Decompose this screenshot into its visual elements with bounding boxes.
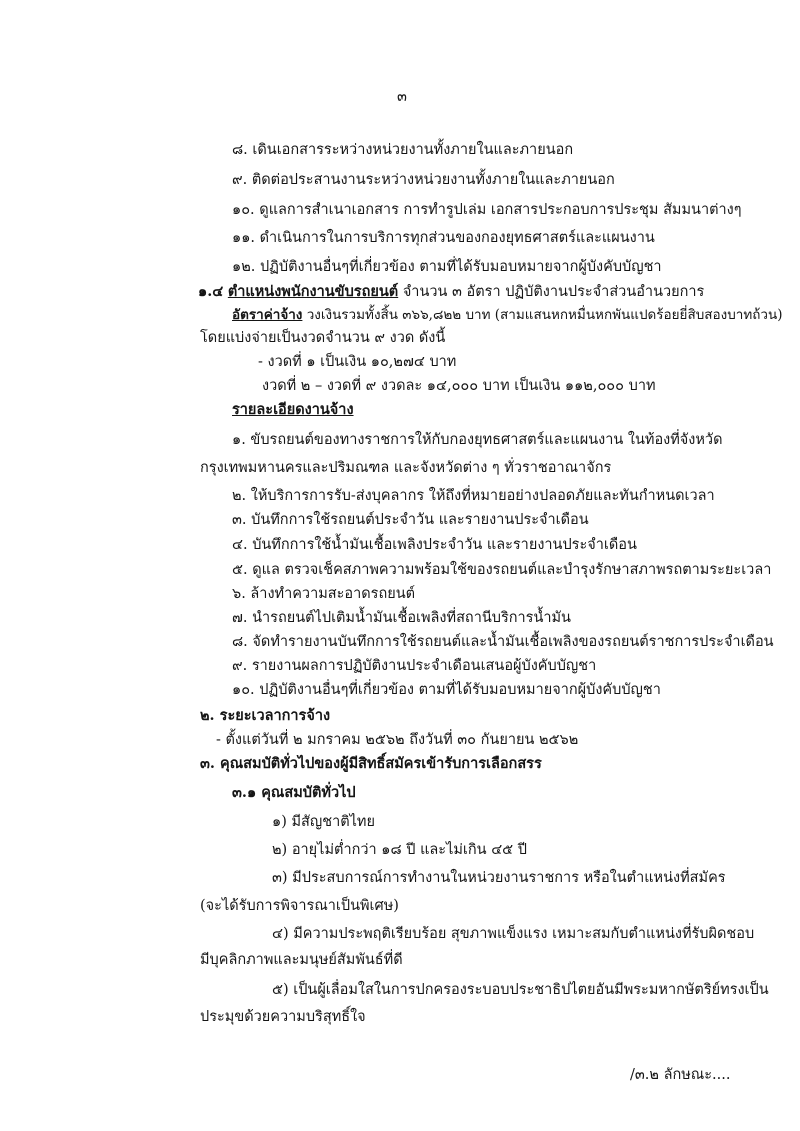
duty-line: ๑๒. ปฏิบัติงานอื่นๆที่เกี่ยวข้อง ตามที่ได้รับมอบหมายจากผู้บังคับบัญชา: [232, 259, 662, 275]
qualification-line: ๑) มีสัญชาติไทย: [272, 814, 375, 830]
wage-label: อัตราค่าจ้าง: [232, 307, 303, 323]
detail-line: ๖. ล้างทำความสะอาดรถยนต์: [232, 586, 416, 602]
qualification-line: (จะได้รับการพิจารณาเป็นพิเศษ): [200, 898, 399, 914]
position-heading: [198, 282, 704, 302]
detail-line: กรุงเทพมหานครและปริมณฑล และจังหวัดต่าง ๆ ทั่วราชอาณาจักร: [200, 460, 612, 476]
detail-line: ๗. นำรถยนต์ไปเติมน้ำมันเชื้อเพลิงที่สถานีบริการน้ำมัน: [232, 610, 571, 626]
qualification-line: ประมุขด้วยความบริสุทธิ์ใจ: [200, 1009, 366, 1025]
duty-line: ๑๐. ดูแลการสำเนาเอกสาร การทำรูปเล่ม เอกสารประกอบการประชุม สัมมนาต่างๆ: [232, 202, 742, 218]
detail-line: ๑๐. ปฏิบัติงานอื่นๆที่เกี่ยวข้อง ตามที่ได้รับมอบหมายจากผู้บังคับบัญชา: [232, 682, 661, 698]
duty-line: ๙. ติดต่อประสานงานระหว่างหน่วยงานทั้งภายในและภายนอก: [232, 172, 615, 188]
installment-intro: โดยแบ่งจ่ายเป็นงวดจำนวน ๙ งวด ดังนี้: [200, 330, 446, 346]
duty-line: ๘. เดินเอกสารระหว่างหน่วยงานทั้งภายในและภายนอก: [232, 142, 574, 158]
detail-line: ๔. บันทึกการใช้น้ำมันเชื้อเพลิงประจำวัน และรายงานประจำเดือน: [232, 537, 637, 553]
position-number: ๑.๔: [198, 283, 224, 300]
detail-line: ๓. บันทึกการใช้รถยนต์ประจำวัน และรายงานประจำเดือน: [232, 512, 589, 528]
wage-line: [232, 305, 783, 325]
installment-line: งวดที่ ๒ – งวดที่ ๙ งวดละ ๑๔,๐๐๐ บาท เป็นเงิน ๑๑๒,๐๐๐ บาท: [262, 378, 656, 394]
qualification-line: ๔) มีความประพฤติเรียบร้อย สุขภาพแข็งแรง เหมาะสมกับตำแหน่งที่รับผิดชอบ: [272, 926, 755, 942]
position-title: ตำแหน่งพนักงานขับรถยนต์: [227, 283, 399, 300]
qualification-line: ๕) เป็นผู้เลื่อมใสในการปกครองระบอบประชาธิปไตยอันมีพระมหากษัตริย์ทรงเป็น: [272, 982, 769, 998]
page-number: ๓: [397, 89, 407, 105]
employment-period: - ตั้งแต่วันที่ ๒ มกราคม ๒๕๖๒ ถึงวันที่ ๓๐ กันยายน ๒๕๖๒: [216, 732, 579, 748]
detail-line: ๕. ดูแล ตรวจเช็คสภาพความพร้อมใช้ของรถยนต์และบำรุงรักษาสภาพรถตามระยะเวลา: [232, 562, 772, 578]
duty-line: ๑๑. ดำเนินการในการบริการทุกส่วนของกองยุทธศาสตร์และแผนงาน: [232, 230, 655, 246]
detail-line: ๘. จัดทำรายงานบันทึกการใช้รถยนต์และน้ำมันเชื้อเพลิงของรถยนต์ราชการประจำเดือน: [232, 634, 774, 650]
qualification-line: ๒) อายุไม่ต่ำกว่า ๑๘ ปี และไม่เกิน ๔๕ ปี: [272, 842, 527, 858]
position-summary: จำนวน ๓ อัตรา ปฏิบัติงานประจำส่วนอำนวยการ: [402, 284, 705, 300]
wage-text: วงเงินรวมทั้งสิ้น ๓๖๖,๘๒๒ บาท (สามแสนหกหมื่นหกพันแปดร้อยยี่สิบสองบาทถ้วน): [306, 307, 783, 323]
section-3-heading: ๓. คุณสมบัติทั่วไปของผู้มีสิทธิ์สมัครเข้ารับการเลือกสรร: [200, 755, 542, 772]
qualification-line: มีบุคลิกภาพและมนุษย์สัมพันธ์ที่ดี: [200, 952, 403, 968]
detail-line: ๑. ขับรถยนต์ของทางราชการให้กับกองยุทธศาสตร์และแผนงาน ในท้องที่จังหวัด: [232, 432, 723, 448]
detail-line: ๒. ให้บริการการรับ-ส่งบุคลากร ให้ถึงที่หมายอย่างปลอดภัยและทันกำหนดเวลา: [232, 488, 715, 504]
section-2-heading: ๒. ระยะเวลาการจ้าง: [200, 707, 331, 724]
section-3-1-heading: ๓.๑ คุณสมบัติทั่วไป: [232, 784, 356, 801]
details-heading: รายละเอียดงานจ้าง: [232, 401, 354, 418]
detail-line: ๙. รายงานผลการปฏิบัติงานประจำเดือนเสนอผู้บังคับบัญชา: [232, 658, 597, 674]
continuation-marker: /๓.๒ ลักษณะ....: [630, 1067, 731, 1083]
installment-line: - งวดที่ ๑ เป็นเงิน ๑๐,๒๗๔ บาท: [258, 354, 457, 370]
qualification-line: ๓) มีประสบการณ์การทำงานในหน่วยงานราชการ หรือในตำแหน่งที่สมัคร: [272, 870, 726, 886]
